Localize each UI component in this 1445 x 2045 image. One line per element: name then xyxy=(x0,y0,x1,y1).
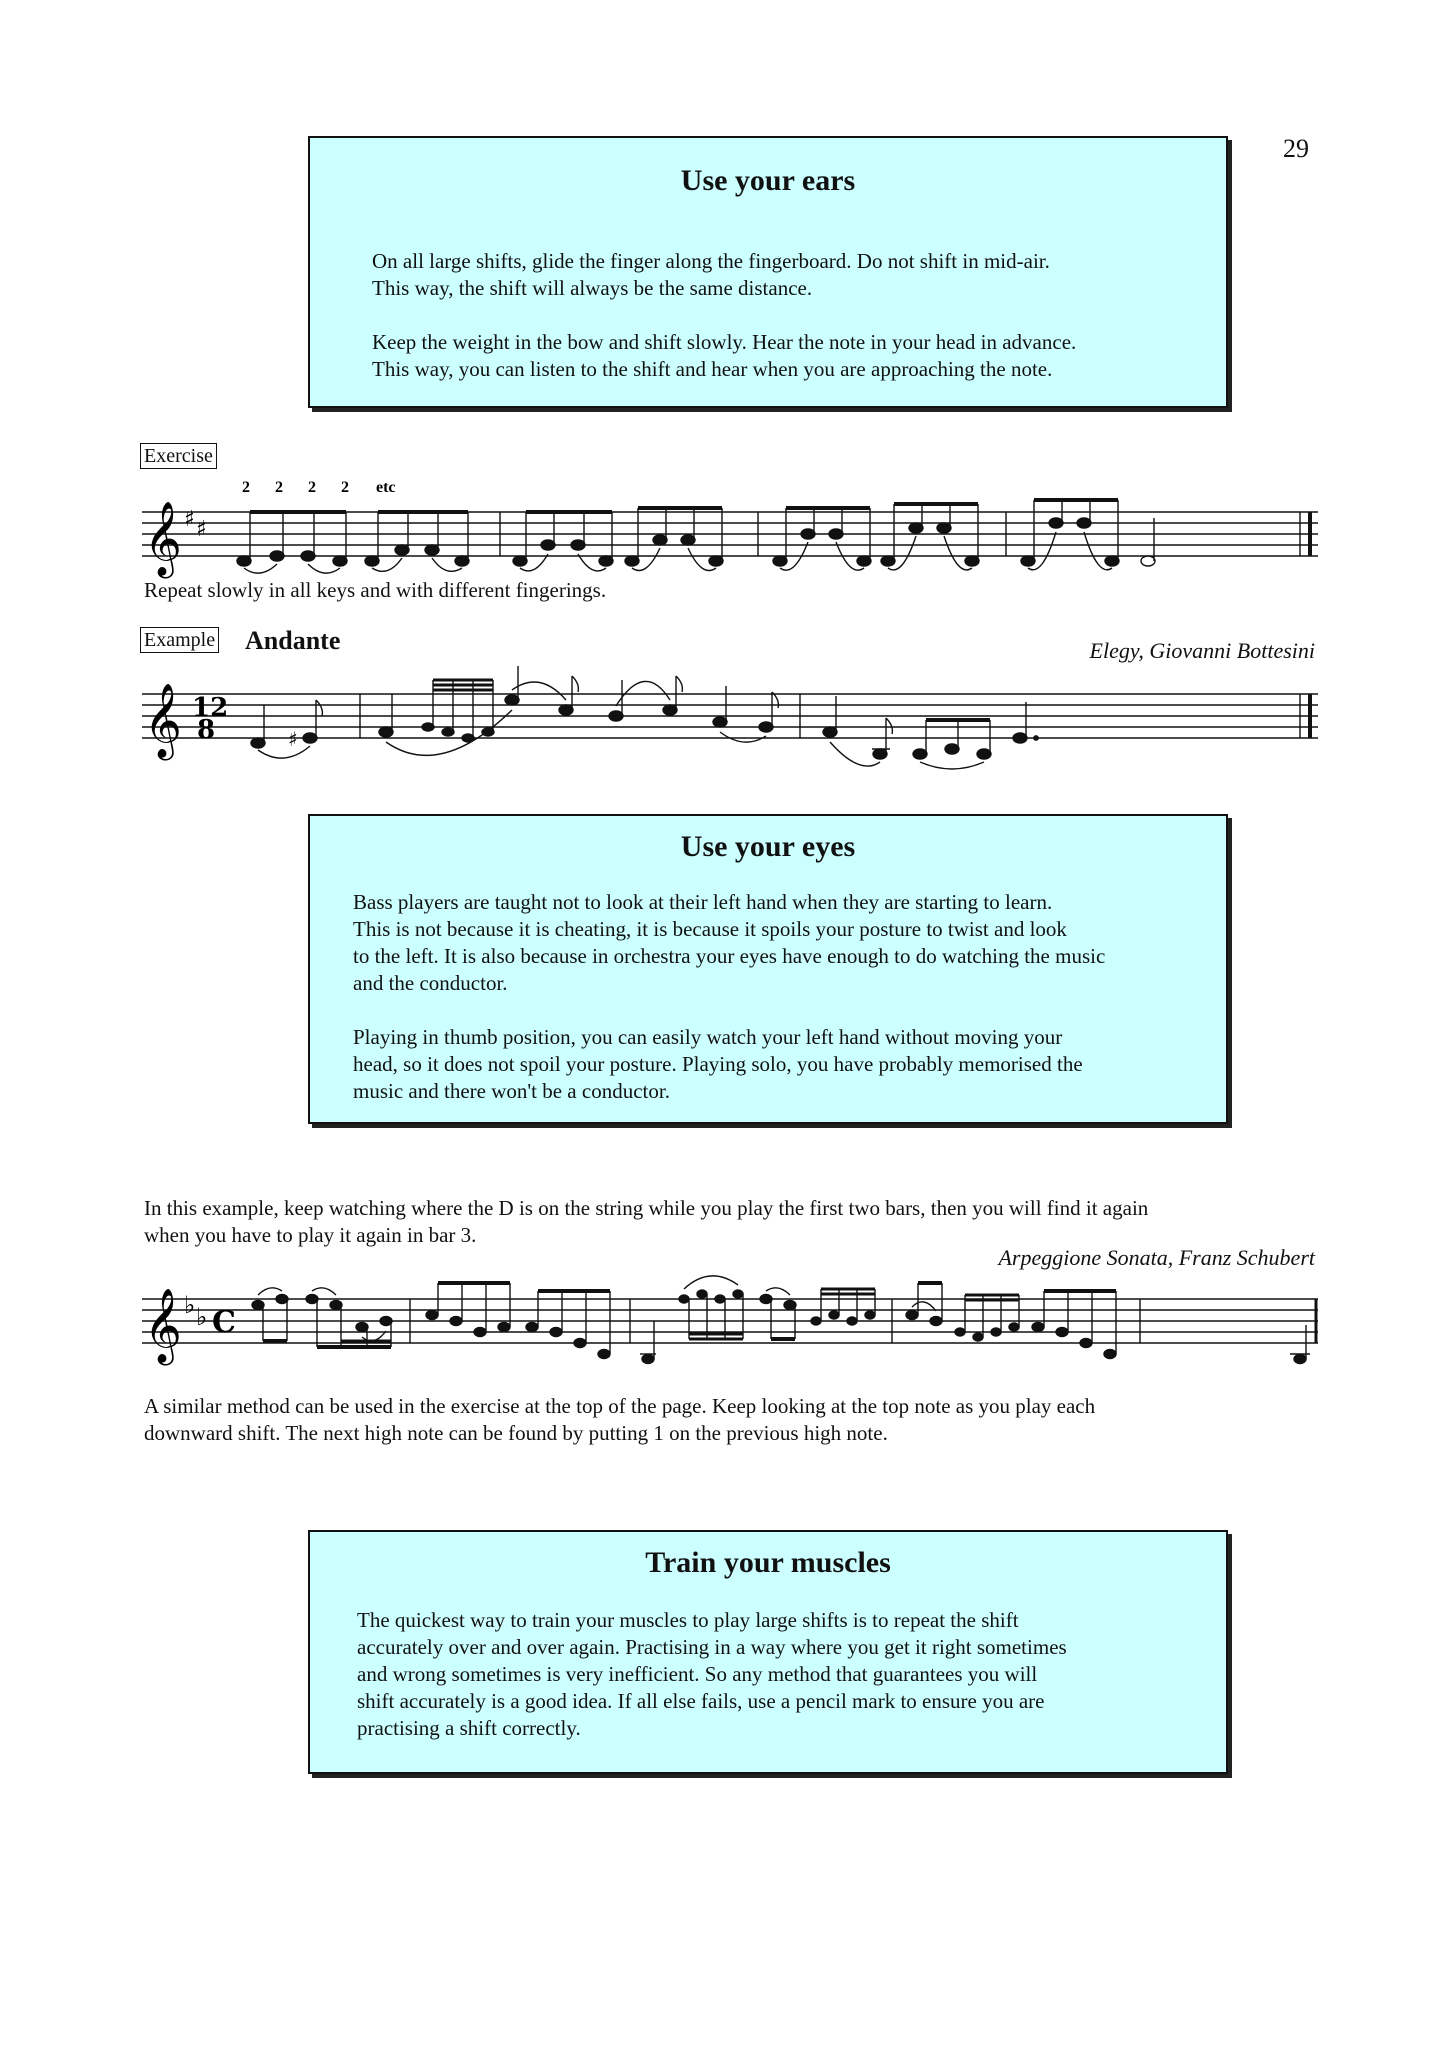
arpeggione-staff xyxy=(140,1255,1320,1385)
example2-intro xyxy=(144,1195,1148,1249)
exercise-caption: Repeat slowly in all keys and with different fingerings. xyxy=(144,578,607,602)
sharp-icon: ♯ xyxy=(196,517,207,542)
box-content xyxy=(372,248,1076,383)
text-line: Bass players are taught not to look at their left hand when they are starting to learn. xyxy=(353,890,1053,914)
flat-icon: ♭ xyxy=(184,1291,196,1319)
text-line: when you have to play it again in bar 3. xyxy=(144,1223,477,1247)
text-line: to the left. It is also because in orchestra your eyes have enough to do watching the music xyxy=(353,944,1106,968)
fingering-number: etc xyxy=(376,479,396,496)
fingering-number: 2 xyxy=(341,479,349,496)
treble-clef-icon: 𝄞 xyxy=(144,684,182,758)
text-line: On all large shifts, glide the finger along the fingerboard. Do not shift in mid-air. xyxy=(372,249,1050,273)
text-line: In this example, keep watching where the D is on the string while you play the first two bars, then you will find it again xyxy=(144,1196,1149,1220)
train-your-muscles-box xyxy=(308,1530,1228,1774)
text-line: This way, the shift will always be the same distance. xyxy=(372,276,813,300)
text-line: shift accurately is a good idea. If all else fails, use a pencil mark to ensure you are xyxy=(357,1689,1045,1713)
example2-after xyxy=(144,1393,1095,1447)
piece-credit: Arpeggione Sonata, Franz Schubert xyxy=(998,1245,1315,1270)
box-content xyxy=(353,889,1105,1105)
use-your-ears-box xyxy=(308,136,1228,408)
piece-credit: Elegy, Giovanni Bottesini xyxy=(1089,638,1315,663)
text-line: This way, you can listen to the shift and hear when you are approaching the note. xyxy=(372,357,1053,381)
page-number: 29 xyxy=(1283,134,1309,163)
box-content xyxy=(357,1607,1067,1742)
use-your-eyes-box xyxy=(308,814,1228,1124)
fingering-number: 2 xyxy=(275,479,283,496)
text-line: downward shift. The next high note can be found by putting 1 on the previous high note. xyxy=(144,1421,888,1445)
sharp-icon: ♯ xyxy=(184,507,195,532)
text-line: Playing in thumb position, you can easily watch your left hand without moving your xyxy=(353,1025,1063,1049)
text-line: practising a shift correctly. xyxy=(357,1716,581,1740)
text-line: and wrong sometimes is very inefficient. So any method that guarantees you will xyxy=(357,1662,1038,1686)
treble-clef-icon: 𝄞 xyxy=(144,1289,182,1363)
svg-text:♯: ♯ xyxy=(288,727,298,751)
fingering-number: 2 xyxy=(242,479,250,496)
text-line: This is not because it is cheating, it is because it spoils your posture to twist and look xyxy=(353,917,1067,941)
example-tag: Example xyxy=(140,627,219,653)
text-line: Keep the weight in the bow and shift slowly. Hear the note in your head in advance. xyxy=(372,330,1077,354)
text-line: The quickest way to train your muscles to play large shifts is to repeat the shift xyxy=(357,1608,1019,1632)
text-line: accurately over and over again. Practising in a way where you get it right sometimes xyxy=(357,1635,1067,1659)
time-signature-numerator: 12 xyxy=(192,693,229,723)
fingering-number: 2 xyxy=(308,479,316,496)
flat-icon: ♭ xyxy=(196,1303,208,1331)
tempo-marking: Andante xyxy=(245,626,341,655)
text-line: music and there won't be a conductor. xyxy=(353,1079,670,1103)
text-line: head, so it does not spoil your posture. Playing solo, you have probably memorised the xyxy=(353,1052,1083,1076)
exercise-tag: Exercise xyxy=(140,443,217,469)
box-title: Train your muscles xyxy=(645,1546,891,1579)
common-time-icon: C xyxy=(212,1305,236,1340)
example-staff xyxy=(140,650,1320,780)
treble-clef-icon: 𝄞 xyxy=(144,502,182,576)
box-title: Use your eyes xyxy=(680,830,856,863)
box-title: Use your ears xyxy=(680,164,856,197)
text-line: and the conductor. xyxy=(353,971,508,995)
text-line: A similar method can be used in the exercise at the top of the page. Keep looking at the top note as you play each xyxy=(144,1394,1096,1418)
time-signature-denominator: 8 xyxy=(197,715,216,745)
